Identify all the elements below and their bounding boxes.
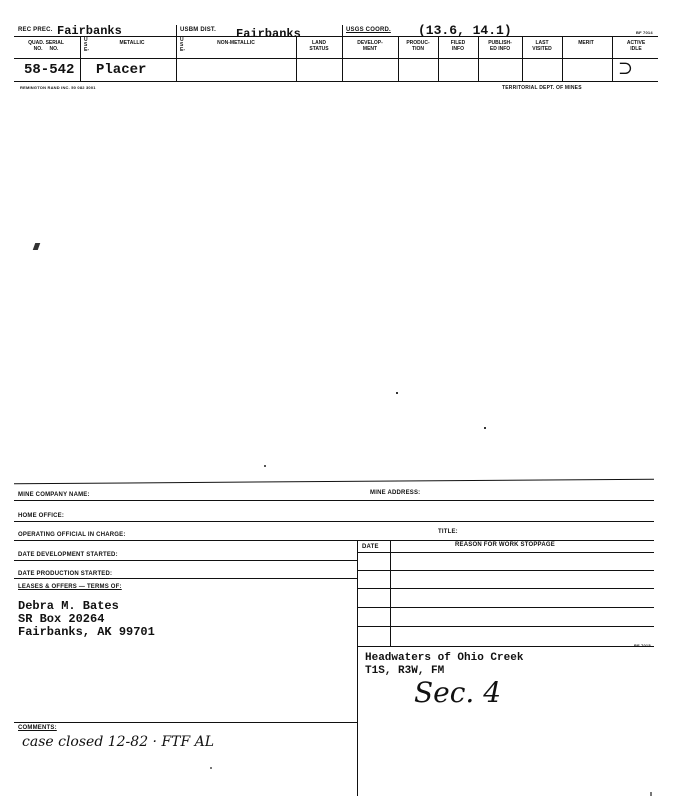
serial-value: 58-542 (24, 62, 75, 78)
scan-speck (650, 792, 652, 796)
use-metallic-header: U S E- (84, 37, 89, 53)
land-status-header: LAND STATUS (309, 40, 329, 52)
mine-company-label: MINE COMPANY NAME: (18, 492, 90, 498)
table-row-rule (357, 588, 654, 589)
header-value-rule (14, 58, 658, 59)
comments-handwritten: case closed 12-82 · FTF AL (22, 734, 215, 750)
scan-speck (484, 427, 486, 429)
table-bottom-rule (357, 646, 654, 647)
form-code-top: BF 7014 (636, 30, 653, 35)
scan-speck (396, 392, 398, 394)
usgs-coord-value: (13.6, 14.1) (418, 23, 512, 38)
rule-company (14, 500, 654, 501)
filed-info-header: FILED INFO (450, 40, 466, 52)
operating-official-label: OPERATING OFFICIAL IN CHARGE: (18, 532, 126, 538)
location-line-2: T1S, R3W, FM (365, 665, 445, 677)
title-label: TITLE: (438, 529, 458, 535)
active-idle-header: ACTIVE IDLE (626, 40, 646, 52)
rule-comments (14, 722, 357, 723)
lessee-city: Fairbanks, AK 99701 (18, 625, 155, 639)
reason-column-label: REASON FOR WORK STOPPAGE (455, 542, 555, 548)
rule-date-prod (14, 578, 357, 579)
table-row-rule (357, 570, 654, 571)
leases-label: LEASES & OFFERS — TERMS OF: (18, 584, 122, 590)
table-header-rule (357, 552, 654, 553)
usbm-dist-value: Fairbanks (236, 27, 301, 41)
mine-address-label: MINE ADDRESS: (370, 490, 421, 496)
table-row-rule (357, 607, 654, 608)
home-office-label: HOME OFFICE: (18, 513, 65, 519)
rule-date-dev (14, 560, 357, 561)
table-date-divider (390, 540, 391, 647)
top-card-bottom-rule (14, 81, 658, 82)
rule-home-office (14, 521, 654, 522)
dept-mark: TERRITORIAL DEPT. OF MINES (502, 85, 582, 91)
last-visited-header: LAST VISITED (532, 40, 552, 52)
non-metallic-header: NON-METALLIC (217, 40, 255, 46)
use-nonmetallic-header: U S E- (180, 37, 185, 53)
scan-speck (264, 465, 266, 467)
development-header: DEVELOP- MENT (357, 40, 383, 52)
usbm-dist-label: USBM DIST. (180, 27, 217, 33)
comments-label: COMMENTS: (18, 725, 57, 731)
quad-serial-header: QUAD. SERIAL NO. NO. (28, 40, 64, 52)
scan-speck (33, 243, 41, 250)
header-divider-1 (176, 25, 177, 81)
metallic-value: Placer (96, 62, 147, 78)
usgs-coord-label: USGS COORD. (346, 27, 391, 33)
form-code-back: BF 7015 (634, 643, 651, 648)
rule-official (14, 540, 654, 541)
back-card-top-rule (14, 479, 654, 484)
lessee-block (18, 600, 155, 639)
date-production-label: DATE PRODUCTION STARTED: (18, 571, 113, 577)
date-development-label: DATE DEVELOPMENT STARTED: (18, 552, 118, 558)
location-block (365, 652, 523, 678)
lower-divider (357, 646, 358, 796)
table-left-border (357, 540, 358, 647)
production-header: PRODUC- TION (406, 40, 430, 52)
printer-mark: REMINGTON RAND INC. 50 082 3001 (20, 85, 96, 90)
table-row-rule (357, 626, 654, 627)
active-idle-mark: ⊃ (618, 58, 634, 79)
published-info-header: PUBLISH- ED INFO (488, 40, 512, 52)
scan-speck (210, 767, 212, 769)
rec-prec-label: REC PREC. (18, 27, 53, 33)
section-handwritten: Sec. 4 (414, 676, 502, 709)
metallic-header: METALLIC (119, 40, 145, 46)
lessee-name: Debra M. Bates (18, 599, 119, 613)
location-line-1: Headwaters of Ohio Creek (365, 652, 524, 664)
date-column-label: DATE (362, 544, 379, 550)
lessee-address: SR Box 20264 (18, 612, 105, 626)
header-divider-2 (342, 25, 343, 81)
merit-header: MERIT (578, 40, 594, 46)
rec-prec-value: Fairbanks (57, 24, 122, 38)
